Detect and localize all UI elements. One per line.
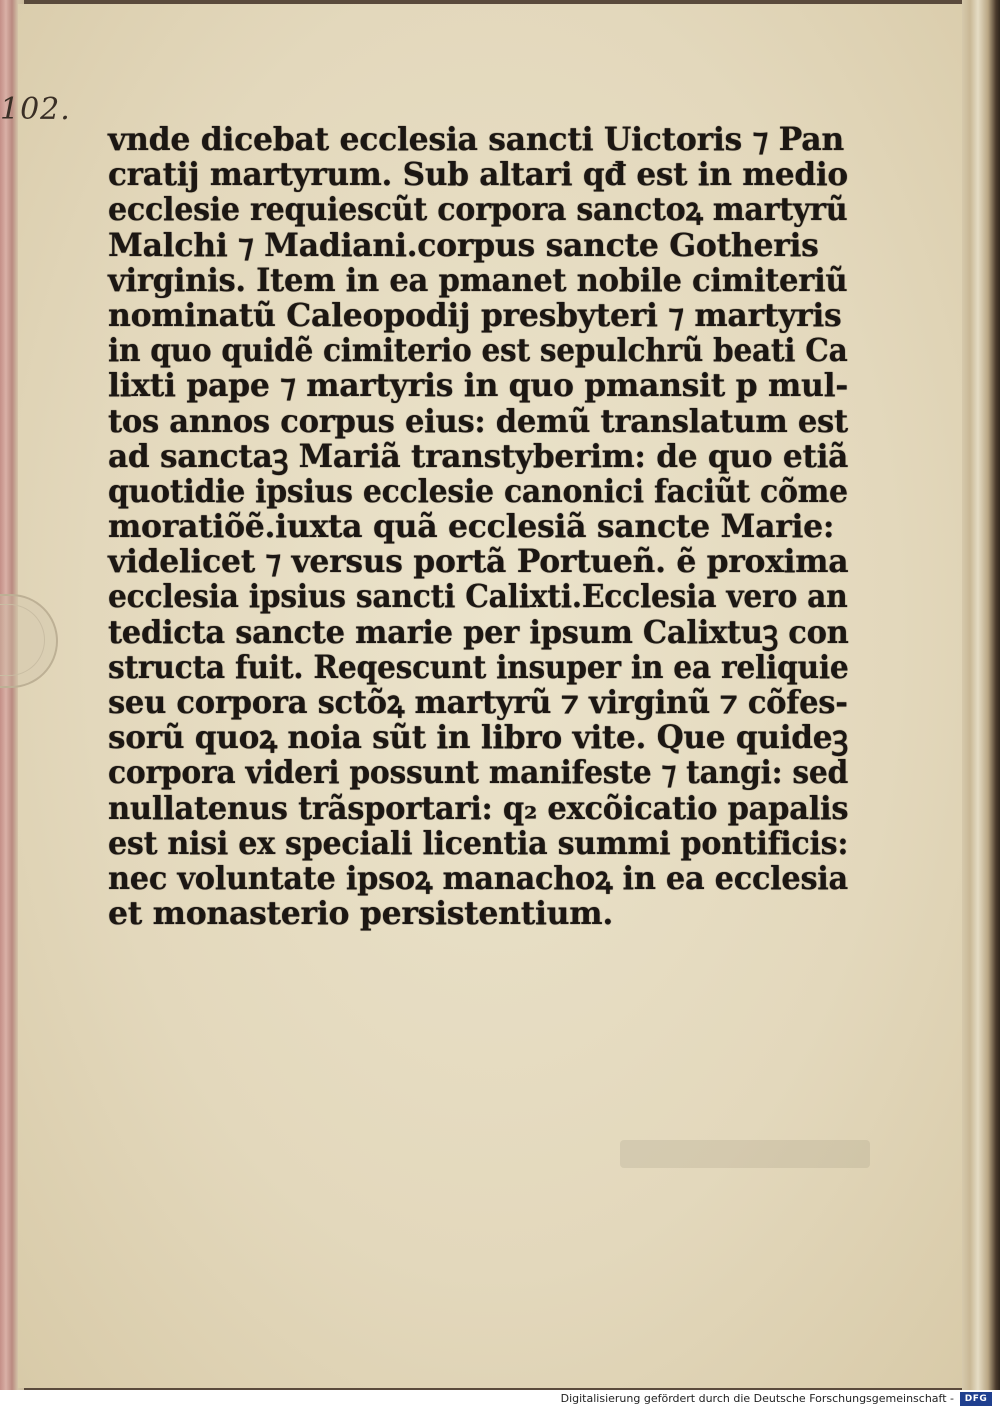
- text-line: et monasterio persistentium.: [108, 895, 613, 933]
- dfg-logo-icon: DFG: [960, 1392, 992, 1406]
- text-line: structa fuit. Reqescunt insuper in ea reliquie: [108, 648, 849, 686]
- text-line: videlicet ⁊ versus portã Portueñ. ẽ proxima: [108, 543, 849, 581]
- text-line: sorũ quoꝝ noia sũt in libro vite. Que quideꝫ: [108, 719, 848, 757]
- text-line: ecclesie requiescũt corpora sanctoꝝ martyrũ: [108, 191, 848, 229]
- text-line: corpora videri possunt manifeste ⁊ tangi: sed: [108, 754, 849, 792]
- text-line: virginis. Item in ea pmanet nobile cimiteriũ: [108, 261, 848, 299]
- funding-credit: Digitalisierung gefördert durch die Deutsche Forschungsgemeinschaft -: [560, 1392, 954, 1405]
- ink-bleed-through: [620, 1140, 870, 1168]
- text-line: moratiõẽ.iuxta quã ecclesiã sancte Marie:: [108, 508, 835, 546]
- text-line: seu corpora sctõꝝ martyrũ ⁊ virginũ ⁊ cõfes-: [108, 684, 848, 721]
- text-line: cratij martyrum. Sub altari qđ est in medio: [108, 156, 848, 194]
- digitization-footer: [0, 1390, 1000, 1409]
- text-line: nullatenus trãsportari: q₂ excõicatio papalis: [108, 789, 849, 827]
- text-line: quotidie ipsius ecclesie canonici faciũt cõme: [108, 472, 848, 510]
- page-stack-right: [962, 0, 1000, 1390]
- text-line: lixti pape ⁊ martyris in quo pmansit p mul-: [108, 367, 848, 405]
- handwritten-page-number: 102.: [0, 92, 71, 127]
- text-line: nominatũ Caleopodij presbyteri ⁊ martyris: [108, 296, 842, 334]
- text-line: vnde dicebat ecclesia sancti Uictoris ⁊ Pan: [108, 121, 844, 158]
- text-line: nec voluntate ipsoꝝ manachoꝝ in ea ecclesia: [108, 859, 848, 897]
- text-line: est nisi ex speciali licentia summi pontificis:: [108, 824, 849, 862]
- text-line: Malchi ⁊ Madiani.corpus sancte Gotheris: [108, 226, 819, 264]
- text-line: ad sanctaꝫ Mariã transtyberim: de quo etiã: [108, 437, 849, 475]
- text-line: ecclesia ipsius sancti Calixti.Ecclesia vero an: [108, 578, 848, 616]
- text-line: tos annos corpus eius: demũ translatum est: [108, 402, 848, 440]
- printed-text-block: [108, 122, 848, 931]
- text-line: tedicta sancte marie per ipsum Calixtuꝫ con: [108, 613, 849, 651]
- text-line: in quo quidẽ cimiterio est sepulchrũ beati Ca: [108, 332, 848, 370]
